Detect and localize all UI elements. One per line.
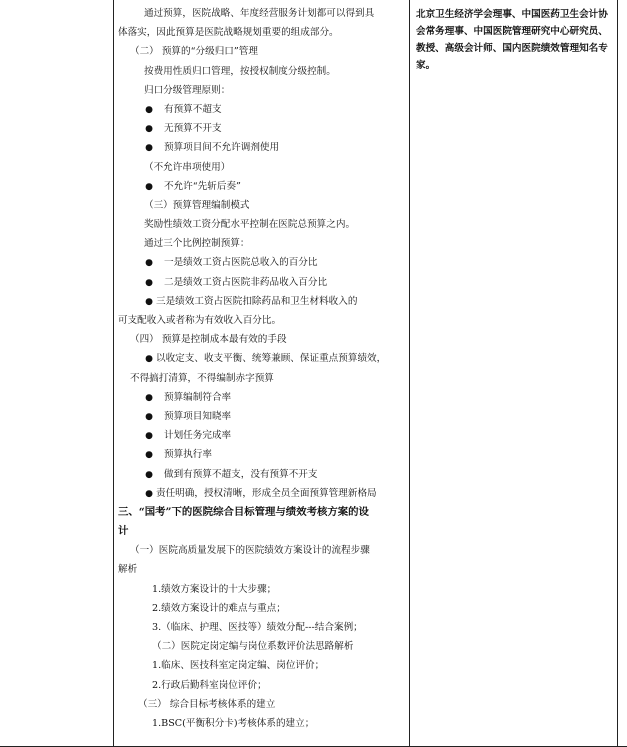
bullet-item xyxy=(118,119,405,138)
line-text: 三是绩效工资占医院扣除药品和卫生材料收入的 xyxy=(156,295,358,307)
text-line xyxy=(118,656,405,675)
text-line xyxy=(118,580,405,599)
line-text: 预算项目间不允许调剂使用 xyxy=(164,142,280,154)
line-text: 无预算不开支 xyxy=(164,123,222,135)
bullet-item xyxy=(118,407,405,426)
bullet-icon: ● xyxy=(145,104,153,115)
line-text: 三、“国考”下的医院综合目标管理与绩效考核方案的设 xyxy=(118,505,369,518)
bullet-icon: ● xyxy=(145,296,153,307)
text-line xyxy=(118,234,405,253)
text-line xyxy=(118,81,405,100)
bullet-icon: ● xyxy=(145,450,153,461)
line-text: 1.临床、医技科室定岗定编、岗位评价； xyxy=(152,660,325,672)
bullet-item xyxy=(118,177,405,196)
line-text: 预算执行率 xyxy=(164,449,212,461)
text-line xyxy=(118,196,405,215)
section-heading xyxy=(118,503,405,522)
bullet-item xyxy=(118,484,405,503)
text-line xyxy=(118,158,405,177)
line-text: （三） 综合目标考核体系的建立 xyxy=(138,698,276,710)
line-text: 计划任务完成率 xyxy=(164,430,232,442)
text-line xyxy=(118,330,405,349)
bullet-icon: ● xyxy=(145,277,153,288)
line-text: 通过三个比例控制预算： xyxy=(144,238,250,250)
text-line xyxy=(118,369,405,388)
line-text: 一是绩效工资占医院总收入的百分比 xyxy=(164,257,318,269)
bullet-item xyxy=(118,465,405,484)
table-cell-left xyxy=(0,0,113,747)
line-text: 二是绩效工资占医院非药品收入百分比 xyxy=(164,276,328,288)
bullet-icon: ● xyxy=(145,143,153,154)
line-text: 3.（临床、护理、医技等）绩效分配---结合案例； xyxy=(152,622,363,633)
line-text: （四） 预算是控制成本最有效的手段 xyxy=(130,334,287,346)
content-text xyxy=(118,4,405,733)
line-text: 可支配收入或者称为有效收入百分比。 xyxy=(118,315,282,326)
bullet-item xyxy=(118,273,405,292)
line-text: （一）医院高质量发展下的医院绩效方案设计的流程步骤 xyxy=(130,545,370,557)
bullet-item xyxy=(118,426,405,445)
line-text: （二）医院定岗定编与岗位系数评价法思路解析 xyxy=(152,641,354,653)
line-text: 不允许“先斩后奏” xyxy=(164,180,241,192)
bullet-icon: ● xyxy=(145,488,153,499)
bullet-icon: ● xyxy=(145,411,153,422)
bullet-item xyxy=(118,253,405,272)
text-line xyxy=(118,599,405,618)
text-line xyxy=(118,311,405,330)
line-text: 计 xyxy=(118,525,129,538)
instructor-bio: 北京卫生经济学会理事、中国医药卫生会计协会常务理事、中国医院管理研究中心研究员、教授、高级会计师、国内医院绩效管理知名专家。 xyxy=(416,9,608,71)
bullet-icon: ● xyxy=(145,124,153,135)
text-line xyxy=(118,714,405,733)
bullet-item xyxy=(118,100,405,119)
table-cell-instructor xyxy=(410,0,617,747)
line-text: 2.绩效方案设计的难点与重点； xyxy=(152,602,286,614)
line-text: 通过预算，医院战略、年度经营服务计划都可以得到具 xyxy=(144,8,375,19)
section-heading xyxy=(118,522,405,541)
bullet-icon: ● xyxy=(145,258,153,269)
line-text: 预算项目知晓率 xyxy=(164,410,232,422)
bullet-icon: ● xyxy=(145,181,153,192)
text-line xyxy=(118,618,405,637)
line-text: 奖励性绩效工资分配水平控制在医院总预算之内。 xyxy=(144,219,356,231)
bullet-item xyxy=(118,138,405,157)
line-text: 有预算不超支 xyxy=(164,103,222,115)
bullet-icon: ● xyxy=(145,431,153,442)
line-text: 按费用性质归口管理，按授权制度分级控制。 xyxy=(144,65,336,77)
bullet-icon: ● xyxy=(145,392,153,403)
bullet-item xyxy=(118,445,405,464)
line-text: 1.绩效方案设计的十大步骤； xyxy=(152,583,277,595)
line-text: 预算编制符合率 xyxy=(164,391,232,403)
bullet-icon: ● xyxy=(145,469,153,480)
line-text: 解析 xyxy=(118,564,138,576)
text-line xyxy=(118,541,405,560)
bullet-item xyxy=(118,388,405,407)
text-line xyxy=(118,62,405,81)
line-text: 体落实，因此预算是医院战略规划重要的组成部分。 xyxy=(118,27,339,39)
line-text: 做到有预算不超支，没有预算不开支 xyxy=(164,468,318,480)
text-line xyxy=(118,560,405,579)
text-line xyxy=(118,215,405,234)
text-line xyxy=(118,42,405,61)
line-text: 不得搞打清算，不得编制赤字预算 xyxy=(130,372,274,384)
text-line xyxy=(118,676,405,695)
bullet-item xyxy=(118,349,405,368)
text-line xyxy=(118,695,405,714)
text-line xyxy=(118,23,405,42)
text-line xyxy=(118,4,405,23)
bullet-icon: ● xyxy=(145,354,153,365)
line-text: 2.行政后勤科室岗位评价； xyxy=(152,679,267,691)
line-text: （二） 预算的“分级归口”管理 xyxy=(130,46,258,58)
line-text: 归口分级管理原则： xyxy=(144,84,231,96)
text-line xyxy=(118,637,405,656)
line-text: 1.BSC(平衡积分卡)考核体系的建立； xyxy=(152,717,315,729)
line-text: （三）预算管理编制模式 xyxy=(144,199,250,211)
table-cell-content xyxy=(114,0,409,747)
bullet-item xyxy=(118,292,405,311)
line-text: 以收定支、收支平衡、统筹兼顾、保证重点预算绩效， xyxy=(156,353,387,365)
line-text: 责任明确，授权清晰，形成全员全面预算管理新格局 xyxy=(156,487,377,499)
line-text: （不允许串项使用） xyxy=(144,161,231,173)
table-border xyxy=(617,0,618,747)
